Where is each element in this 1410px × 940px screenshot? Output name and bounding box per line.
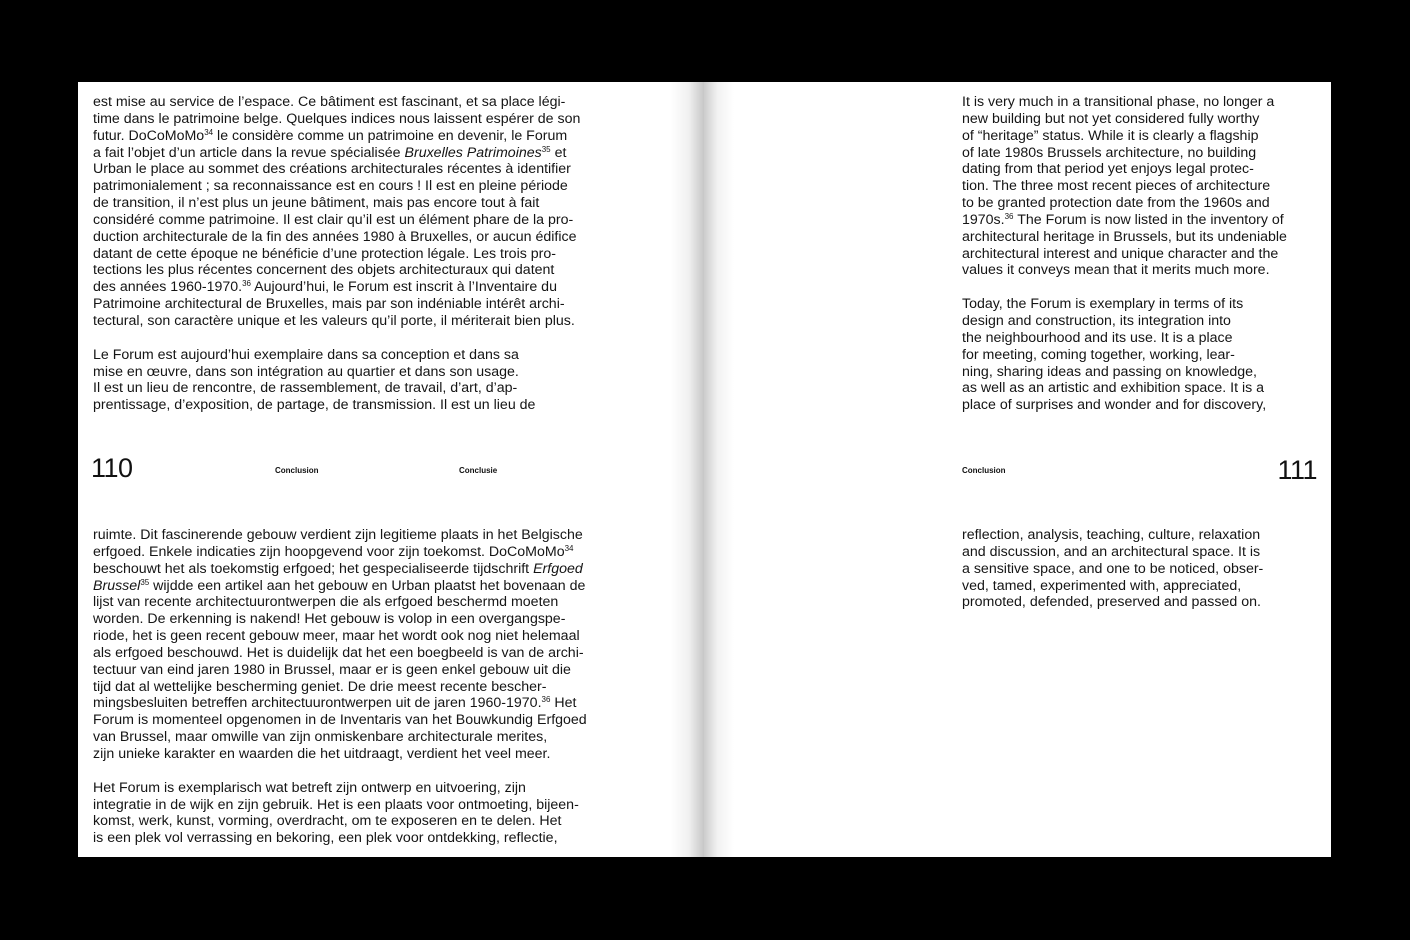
text-line: est mise au service de l’espace. Ce bâtiment est fascinant, et sa place légi- (93, 94, 566, 110)
text-line: als erfgoed beschouwd. Het is duidelijk dat het een boegbeeld is van de archi- (93, 644, 584, 661)
text-line: ved, tamed, experimented with, appreciated, (962, 577, 1242, 594)
text-line: prentissage, d’exposition, de partage, de transmission. Il est un lieu de (93, 397, 536, 414)
text-line: des années 1960-1970.36 Aujourd’hui, le Forum est inscrit à l’Inventaire du (93, 279, 557, 296)
text-line: ruimte. Dit fascinerende gebouw verdient zijn legitieme plaats in het Belgische (93, 527, 583, 543)
journal-title: Erfgoed (533, 560, 583, 577)
text-line: Brussel$^{35}$ wijdde een artikel aan het gebouw en Urban plaatst het bovenaan de (93, 577, 586, 594)
footnote-ref: 35 (541, 144, 551, 154)
text-line: as well as an artistic and exhibition space. It is a (962, 380, 1265, 397)
text-line: futur. DoCoMoMo$^{34}$ le considère comme un patrimoine en devenir, le Forum (93, 127, 568, 144)
text-line: of “heritage” status. While it is clearly a flagship (962, 127, 1259, 144)
text-line: place of surprises and wonder and for discovery, (962, 397, 1267, 414)
text-line: riode, het is geen recent gebouw meer, maar het wordt ook nog niet helemaal (93, 628, 580, 645)
text-line: and discussion, and an architectural space. It is (962, 543, 1261, 560)
text-line: architectural heritage in Brussels, but its undeniable (962, 228, 1287, 245)
text-line: new building but not yet considered fully worthy (962, 110, 1260, 127)
text-line: the neighbourhood and its use. It is a place (962, 329, 1233, 346)
text-line: komst, werk, kunst, vorming, overdracht, om te exposeren en te delen. Het (93, 813, 562, 830)
text-line: considéré comme patrimoine. Il est clair qu’il est un élément phare de la pro- (93, 211, 574, 228)
text-line: It is very much in a transitional phase, no longer a (962, 94, 1275, 110)
text-line: tectural, son caractère unique et les valeurs qu’il porte, il mériterait bien plus. (93, 312, 575, 329)
text-line: architectural interest and unique character and the (962, 245, 1279, 262)
text-line: tion. The three most recent pieces of architecture (962, 178, 1271, 195)
left-page (78, 82, 704, 857)
text-line: Le Forum est aujourd’hui exemplaire dans sa conception et dans sa (93, 346, 519, 363)
text-line: values it conveys mean that it merits much more. (962, 262, 1270, 279)
page-number-right: 111 (1277, 455, 1317, 485)
footnote-ref: 35 (140, 577, 150, 587)
text-line: van Brussel, maar omwille van zijn onmiskenbare architecturale merites, (93, 729, 548, 746)
text-line: mingsbesluiten betreffen architectuurontwerpen uit de jaren 1960-1970.36 Het (93, 695, 577, 712)
text-line: Today, the Forum is exemplary in terms of its (962, 296, 1244, 313)
footnote-ref: 36 (1004, 211, 1014, 221)
footnote-ref: 36 (541, 695, 551, 705)
text-line: zijn unieke karakter en waarden die het uitdraagt, verdient het veel meer. (93, 745, 551, 762)
page-number-left: 110 (91, 453, 133, 483)
english-text-block-top (962, 94, 1287, 414)
text-line: de transition, il n’est plus un jeune bâtiment, mais pas encore tout à fait (93, 195, 540, 212)
text-line: a fait l’objet d’un article dans la revue spécialisée Bruxelles Patrimoines$^{35}$ et (93, 144, 567, 161)
text-line: Urban le place au sommet des créations architecturales récentes à identifier (93, 161, 571, 178)
journal-title: Brussel (93, 577, 141, 594)
running-head-dutch: Conclusie (459, 466, 498, 475)
text-line: Patrimoine architectural de Bruxelles, mais par son indéniable intérêt archi- (93, 296, 565, 313)
text-line: Il est un lieu de rencontre, de rassemblement, de travail, d’art, d’ap- (93, 380, 518, 397)
footnote-ref: 34 (564, 543, 574, 553)
text-line: for meeting, coming together, working, lear- (962, 346, 1235, 363)
left-gutter-shadow (670, 82, 704, 857)
running-head-english: Conclusion (962, 466, 1006, 475)
text-line: ning, sharing ideas and passing on knowledge, (962, 363, 1257, 380)
text-line: lijst van recente architectuurontwerpen die als erfgoed beschermd moeten (93, 594, 559, 611)
footnote-ref: 34 (204, 127, 214, 137)
journal-title: Bruxelles Patrimoines (404, 144, 542, 161)
right-page (704, 82, 1331, 857)
text-line: tectuur van eind jaren 1980 in Brussel, maar er is geen enkel gebouw uit die (93, 661, 571, 678)
english-text-block-bottom (962, 527, 1263, 611)
text-line: tijd dat al wettelijke bescherming geniet. De drie meest recente bescher- (93, 678, 547, 695)
text-line: dating from that period yet enjoys legal protec- (962, 161, 1254, 178)
text-line: time dans le patrimoine belge. Quelques indices nous laissent espérer de son (93, 110, 581, 127)
text-line: worden. De erkenning is nakend! Het gebouw is volop in een overgangspe- (93, 611, 566, 628)
text-line: promoted, defended, preserved and passed on. (962, 594, 1261, 611)
right-gutter-shadow (704, 82, 734, 857)
text-line: is een plek vol verrassing en bekoring, een plek voor ontdekking, reflectie, (93, 830, 558, 847)
text-line: datant de cette époque ne bénéficie d’une protection légale. Les trois pro- (93, 245, 556, 262)
footnote-ref: 36 (242, 279, 251, 289)
text-line: to be granted protection date from the 1960s and (962, 195, 1270, 212)
text-line: design and construction, its integration into (962, 312, 1231, 329)
text-line: of late 1980s Brussels architecture, no building (962, 144, 1257, 161)
text-line: mise en œuvre, dans son intégration au quartier et dans son usage. (93, 363, 519, 380)
text-line: tections les plus récentes concernent des objets architecturaux qui datent (93, 262, 555, 279)
text-line: integratie in de wijk en zijn gebruik. Het is een plaats voor ontmoeting, bijeen- (93, 796, 579, 813)
text-line: Het Forum is exemplarisch wat betreft zijn ontwerp en uitvoering, zijn (93, 779, 526, 796)
running-head-french: Conclusion (275, 466, 319, 475)
french-text-block (93, 94, 580, 414)
text-line: patrimonialement ; sa reconnaissance est en cours ! Il est en pleine période (93, 178, 568, 195)
text-line: duction architecturale de la fin des années 1980 à Bruxelles, or aucun édifice (93, 228, 577, 245)
dutch-text-block (93, 527, 587, 847)
text-line: Forum is momenteel opgenomen in de Inventaris van het Bouwkundig Erfgoed (93, 712, 587, 729)
text-line: 1970s.$^{36}$ The Forum is now listed in the inventory of (962, 211, 1284, 228)
text-line: beschouwt het als toekomstig erfgoed; het gespecialiseerde tijdschrift Erfgoed (93, 560, 583, 577)
text-line: a sensitive space, and one to be noticed, obser- (962, 560, 1264, 577)
text-line: reflection, analysis, teaching, culture, relaxation (962, 527, 1261, 543)
text-line: erfgoed. Enkele indicaties zijn hoopgevend voor zijn toekomst. DoCoMoMo$^{34}$ (93, 543, 574, 560)
